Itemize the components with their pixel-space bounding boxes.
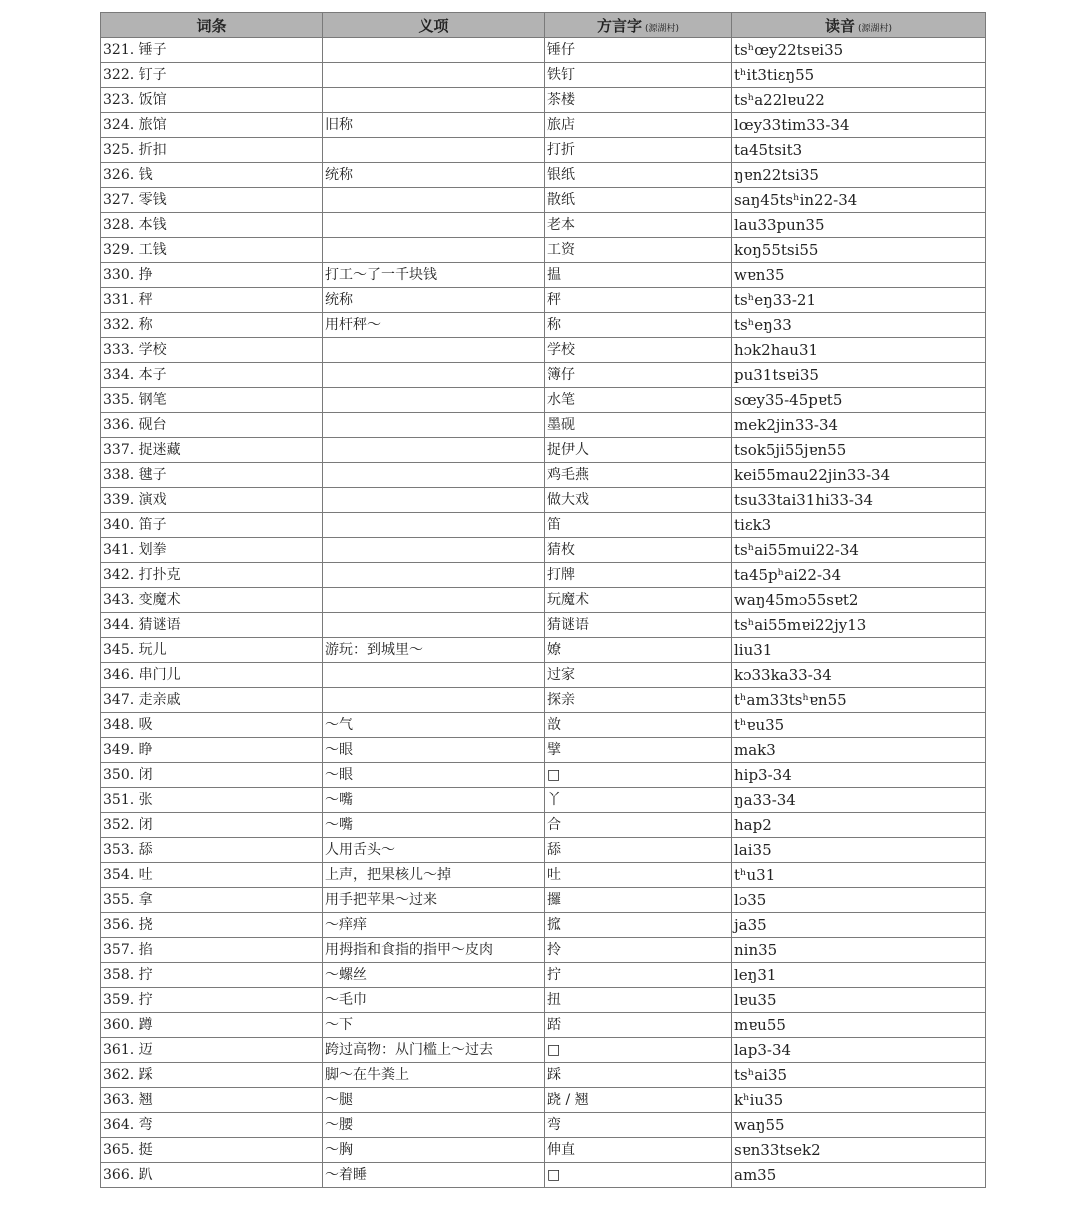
header-meaning: 义项 xyxy=(323,13,545,38)
cell-meaning xyxy=(323,363,545,388)
cell-dialect-char: 搲 xyxy=(545,913,732,938)
cell-meaning xyxy=(323,238,545,263)
table-row xyxy=(101,313,986,338)
cell-pronunciation: kɔ33ka33-34 xyxy=(732,663,986,688)
cell-dialect-char: 攞 xyxy=(545,888,732,913)
cell-meaning: 用手把苹果～过来 xyxy=(323,888,545,913)
cell-pronunciation: hap2 xyxy=(732,813,986,838)
cell-entry: 356. 挠 xyxy=(101,913,323,938)
cell-entry: 329. 工钱 xyxy=(101,238,323,263)
cell-meaning: 统称 xyxy=(323,288,545,313)
cell-entry: 335. 钢笔 xyxy=(101,388,323,413)
cell-meaning xyxy=(323,138,545,163)
table-row xyxy=(101,1063,986,1088)
cell-entry: 343. 变魔术 xyxy=(101,588,323,613)
cell-dialect-char: 猜枚 xyxy=(545,538,732,563)
table-row xyxy=(101,538,986,563)
table-row xyxy=(101,1088,986,1113)
cell-meaning xyxy=(323,438,545,463)
cell-pronunciation: tsok5ji55jɐn55 xyxy=(732,438,986,463)
cell-pronunciation: sɐn33tsek2 xyxy=(732,1138,986,1163)
table-row xyxy=(101,463,986,488)
cell-pronunciation: kei55mau22jin33-34 xyxy=(732,463,986,488)
cell-pronunciation: tʰam33tsʰɐn55 xyxy=(732,688,986,713)
table-row xyxy=(101,1113,986,1138)
table-row xyxy=(101,163,986,188)
cell-pronunciation: kʰiu35 xyxy=(732,1088,986,1113)
cell-dialect-char: 做大戏 xyxy=(545,488,732,513)
table-row xyxy=(101,388,986,413)
cell-meaning: ～毛巾 xyxy=(323,988,545,1013)
header-pronunciation-note: (源湖村) xyxy=(857,23,893,34)
cell-dialect-char: 嫽 xyxy=(545,638,732,663)
cell-pronunciation: sœy35-45pɐt5 xyxy=(732,388,986,413)
cell-dialect-char: 舔 xyxy=(545,838,732,863)
cell-entry: 362. 踩 xyxy=(101,1063,323,1088)
cell-pronunciation: lɐu35 xyxy=(732,988,986,1013)
cell-meaning xyxy=(323,613,545,638)
cell-entry: 358. 拧 xyxy=(101,963,323,988)
cell-meaning: 跨过高物：从门槛上～过去 xyxy=(323,1038,545,1063)
cell-pronunciation: ŋa33-34 xyxy=(732,788,986,813)
cell-entry: 342. 打扑克 xyxy=(101,563,323,588)
cell-pronunciation: lœy33tim33-34 xyxy=(732,113,986,138)
table-row xyxy=(101,113,986,138)
cell-dialect-char: 旅店 xyxy=(545,113,732,138)
cell-pronunciation: wɐn35 xyxy=(732,263,986,288)
cell-pronunciation: lap3-34 xyxy=(732,1038,986,1063)
cell-meaning: 打工～了一千块钱 xyxy=(323,263,545,288)
cell-dialect-char: 笛 xyxy=(545,513,732,538)
cell-dialect-char: □ xyxy=(545,763,732,788)
cell-pronunciation: mek2jin33-34 xyxy=(732,413,986,438)
cell-dialect-char: 拎 xyxy=(545,938,732,963)
cell-meaning: ～着睡 xyxy=(323,1163,545,1188)
cell-dialect-char: 踎 xyxy=(545,1013,732,1038)
cell-entry: 347. 走亲戚 xyxy=(101,688,323,713)
cell-pronunciation: leŋ31 xyxy=(732,963,986,988)
table-body xyxy=(101,38,986,1188)
cell-meaning xyxy=(323,538,545,563)
cell-pronunciation: pu31tsɐi35 xyxy=(732,363,986,388)
cell-pronunciation: tsʰai55mui22-34 xyxy=(732,538,986,563)
cell-pronunciation: lai35 xyxy=(732,838,986,863)
cell-meaning xyxy=(323,563,545,588)
cell-entry: 344. 猜谜语 xyxy=(101,613,323,638)
cell-meaning xyxy=(323,513,545,538)
cell-pronunciation: liu31 xyxy=(732,638,986,663)
cell-dialect-char: 揾 xyxy=(545,263,732,288)
cell-meaning: ～下 xyxy=(323,1013,545,1038)
cell-meaning: 用杆秤～ xyxy=(323,313,545,338)
cell-meaning xyxy=(323,338,545,363)
table-row xyxy=(101,288,986,313)
table-row xyxy=(101,638,986,663)
cell-pronunciation: tsʰai35 xyxy=(732,1063,986,1088)
table-row xyxy=(101,988,986,1013)
cell-dialect-char: 吐 xyxy=(545,863,732,888)
table-row xyxy=(101,863,986,888)
cell-pronunciation: tʰɐu35 xyxy=(732,713,986,738)
cell-entry: 339. 演戏 xyxy=(101,488,323,513)
cell-dialect-char: 银纸 xyxy=(545,163,732,188)
cell-pronunciation: tiɛk3 xyxy=(732,513,986,538)
cell-entry: 328. 本钱 xyxy=(101,213,323,238)
cell-entry: 333. 学校 xyxy=(101,338,323,363)
cell-pronunciation: ta45pʰai22-34 xyxy=(732,563,986,588)
cell-dialect-char: 捉伊人 xyxy=(545,438,732,463)
cell-pronunciation: tsʰœy22tsɐi35 xyxy=(732,38,986,63)
cell-dialect-char: 散纸 xyxy=(545,188,732,213)
cell-meaning: ～嘴 xyxy=(323,788,545,813)
cell-dialect-char: 称 xyxy=(545,313,732,338)
cell-entry: 334. 本子 xyxy=(101,363,323,388)
table-row xyxy=(101,663,986,688)
table-row xyxy=(101,963,986,988)
cell-dialect-char: 拧 xyxy=(545,963,732,988)
cell-pronunciation: mak3 xyxy=(732,738,986,763)
cell-entry: 365. 挺 xyxy=(101,1138,323,1163)
table-row xyxy=(101,1163,986,1188)
cell-pronunciation: lɔ35 xyxy=(732,888,986,913)
table-row xyxy=(101,1013,986,1038)
cell-dialect-char: 跷 / 翘 xyxy=(545,1088,732,1113)
cell-entry: 348. 吸 xyxy=(101,713,323,738)
cell-pronunciation: ŋɐn22tsi35 xyxy=(732,163,986,188)
header-entry: 词条 xyxy=(101,13,323,38)
cell-pronunciation: mɐu55 xyxy=(732,1013,986,1038)
cell-dialect-char: 玩魔术 xyxy=(545,588,732,613)
cell-entry: 332. 称 xyxy=(101,313,323,338)
table-row xyxy=(101,613,986,638)
table-row xyxy=(101,138,986,163)
cell-meaning: ～嘴 xyxy=(323,813,545,838)
cell-meaning xyxy=(323,38,545,63)
cell-meaning xyxy=(323,188,545,213)
cell-dialect-char: □ xyxy=(545,1163,732,1188)
cell-dialect-char: 工资 xyxy=(545,238,732,263)
cell-pronunciation: tsu33tai31hi33-34 xyxy=(732,488,986,513)
cell-pronunciation: hip3-34 xyxy=(732,763,986,788)
cell-dialect-char: 老本 xyxy=(545,213,732,238)
cell-meaning xyxy=(323,388,545,413)
table-row xyxy=(101,213,986,238)
cell-meaning: ～眼 xyxy=(323,763,545,788)
cell-dialect-char: 打牌 xyxy=(545,563,732,588)
cell-dialect-char: 墨砚 xyxy=(545,413,732,438)
cell-entry: 351. 张 xyxy=(101,788,323,813)
table-row xyxy=(101,788,986,813)
table-row xyxy=(101,263,986,288)
cell-meaning xyxy=(323,488,545,513)
cell-entry: 336. 砚台 xyxy=(101,413,323,438)
cell-dialect-char: 猜谜语 xyxy=(545,613,732,638)
cell-dialect-char: 茶楼 xyxy=(545,88,732,113)
cell-entry: 349. 睁 xyxy=(101,738,323,763)
cell-dialect-char: 敨 xyxy=(545,713,732,738)
cell-dialect-char: 鸡毛燕 xyxy=(545,463,732,488)
header-pronunciation: 读音 (源湖村) xyxy=(732,13,986,38)
cell-meaning xyxy=(323,663,545,688)
cell-entry: 338. 毽子 xyxy=(101,463,323,488)
table-row xyxy=(101,238,986,263)
cell-dialect-char: 弯 xyxy=(545,1113,732,1138)
cell-meaning xyxy=(323,588,545,613)
table-row xyxy=(101,713,986,738)
cell-entry: 352. 闭 xyxy=(101,813,323,838)
cell-meaning xyxy=(323,413,545,438)
cell-entry: 345. 玩儿 xyxy=(101,638,323,663)
table-row xyxy=(101,38,986,63)
cell-dialect-char: 探亲 xyxy=(545,688,732,713)
cell-meaning xyxy=(323,63,545,88)
cell-pronunciation: koŋ55tsi55 xyxy=(732,238,986,263)
table-row xyxy=(101,88,986,113)
header-dialect-char-note: (源湖村) xyxy=(644,23,680,34)
table-row xyxy=(101,1038,986,1063)
cell-dialect-char: 踩 xyxy=(545,1063,732,1088)
header-dialect-char: 方言字 (源湖村) xyxy=(545,13,732,38)
cell-pronunciation: am35 xyxy=(732,1163,986,1188)
cell-meaning: 统称 xyxy=(323,163,545,188)
cell-pronunciation: ta45tsit3 xyxy=(732,138,986,163)
cell-pronunciation: tʰu31 xyxy=(732,863,986,888)
cell-dialect-char: 水笔 xyxy=(545,388,732,413)
cell-entry: 360. 蹲 xyxy=(101,1013,323,1038)
cell-pronunciation: tsʰa22lɐu22 xyxy=(732,88,986,113)
cell-meaning: ～眼 xyxy=(323,738,545,763)
cell-meaning: 人用舌头～ xyxy=(323,838,545,863)
cell-pronunciation: saŋ45tsʰin22-34 xyxy=(732,188,986,213)
cell-pronunciation: waŋ45mɔ55sɐt2 xyxy=(732,588,986,613)
cell-pronunciation: tsʰeŋ33 xyxy=(732,313,986,338)
cell-entry: 357. 掐 xyxy=(101,938,323,963)
cell-entry: 361. 迈 xyxy=(101,1038,323,1063)
cell-dialect-char: 过家 xyxy=(545,663,732,688)
cell-pronunciation: hɔk2hau31 xyxy=(732,338,986,363)
cell-pronunciation: tsʰeŋ33-21 xyxy=(732,288,986,313)
cell-meaning: 游玩：到城里～ xyxy=(323,638,545,663)
cell-meaning: ～螺丝 xyxy=(323,963,545,988)
cell-meaning: ～腿 xyxy=(323,1088,545,1113)
table-row xyxy=(101,338,986,363)
cell-dialect-char: □ xyxy=(545,1038,732,1063)
cell-pronunciation: waŋ55 xyxy=(732,1113,986,1138)
cell-meaning: 用拇指和食指的指甲～皮肉 xyxy=(323,938,545,963)
vocabulary-table xyxy=(100,12,986,1188)
cell-entry: 340. 笛子 xyxy=(101,513,323,538)
table-row xyxy=(101,688,986,713)
cell-entry: 355. 拿 xyxy=(101,888,323,913)
table-row xyxy=(101,938,986,963)
cell-dialect-char: 丫 xyxy=(545,788,732,813)
table-row xyxy=(101,763,986,788)
cell-entry: 330. 挣 xyxy=(101,263,323,288)
cell-pronunciation: ja35 xyxy=(732,913,986,938)
table-row xyxy=(101,63,986,88)
cell-entry: 324. 旅馆 xyxy=(101,113,323,138)
cell-dialect-char: 簿仔 xyxy=(545,363,732,388)
cell-entry: 322. 钉子 xyxy=(101,63,323,88)
cell-entry: 326. 钱 xyxy=(101,163,323,188)
cell-dialect-char: 扭 xyxy=(545,988,732,1013)
table-row xyxy=(101,888,986,913)
table-row xyxy=(101,588,986,613)
cell-pronunciation: tʰit3tiɛŋ55 xyxy=(732,63,986,88)
table-row xyxy=(101,838,986,863)
cell-meaning: ～胸 xyxy=(323,1138,545,1163)
cell-dialect-char: 打折 xyxy=(545,138,732,163)
cell-entry: 346. 串门儿 xyxy=(101,663,323,688)
cell-entry: 321. 锤子 xyxy=(101,38,323,63)
cell-entry: 341. 划拳 xyxy=(101,538,323,563)
cell-entry: 353. 舔 xyxy=(101,838,323,863)
table-row xyxy=(101,813,986,838)
cell-dialect-char: 学校 xyxy=(545,338,732,363)
cell-meaning: 上声，把果核儿～掉 xyxy=(323,863,545,888)
cell-dialect-char: 秤 xyxy=(545,288,732,313)
cell-meaning xyxy=(323,463,545,488)
cell-entry: 331. 秤 xyxy=(101,288,323,313)
cell-entry: 364. 弯 xyxy=(101,1113,323,1138)
table-row xyxy=(101,363,986,388)
cell-pronunciation: nin35 xyxy=(732,938,986,963)
table-row xyxy=(101,188,986,213)
table-row xyxy=(101,413,986,438)
cell-meaning xyxy=(323,88,545,113)
cell-dialect-char: 伸直 xyxy=(545,1138,732,1163)
cell-entry: 359. 拧 xyxy=(101,988,323,1013)
table-header-row xyxy=(101,13,986,38)
cell-pronunciation: tsʰai55mɐi22jy13 xyxy=(732,613,986,638)
cell-meaning: 脚～在牛粪上 xyxy=(323,1063,545,1088)
cell-entry: 323. 饭馆 xyxy=(101,88,323,113)
cell-meaning: 旧称 xyxy=(323,113,545,138)
table-row xyxy=(101,488,986,513)
cell-meaning: ～痒痒 xyxy=(323,913,545,938)
cell-dialect-char: 擘 xyxy=(545,738,732,763)
cell-dialect-char: 合 xyxy=(545,813,732,838)
table-row xyxy=(101,513,986,538)
cell-meaning xyxy=(323,213,545,238)
cell-entry: 363. 翘 xyxy=(101,1088,323,1113)
cell-meaning xyxy=(323,688,545,713)
table-row xyxy=(101,738,986,763)
cell-meaning: ～气 xyxy=(323,713,545,738)
table-row xyxy=(101,1138,986,1163)
cell-meaning: ～腰 xyxy=(323,1113,545,1138)
cell-dialect-char: 锤仔 xyxy=(545,38,732,63)
cell-pronunciation: lau33pun35 xyxy=(732,213,986,238)
table-row xyxy=(101,563,986,588)
cell-entry: 337. 捉迷藏 xyxy=(101,438,323,463)
cell-dialect-char: 铁钉 xyxy=(545,63,732,88)
table-row xyxy=(101,438,986,463)
table-row xyxy=(101,913,986,938)
cell-entry: 327. 零钱 xyxy=(101,188,323,213)
cell-entry: 354. 吐 xyxy=(101,863,323,888)
cell-entry: 366. 趴 xyxy=(101,1163,323,1188)
cell-entry: 325. 折扣 xyxy=(101,138,323,163)
cell-entry: 350. 闭 xyxy=(101,763,323,788)
